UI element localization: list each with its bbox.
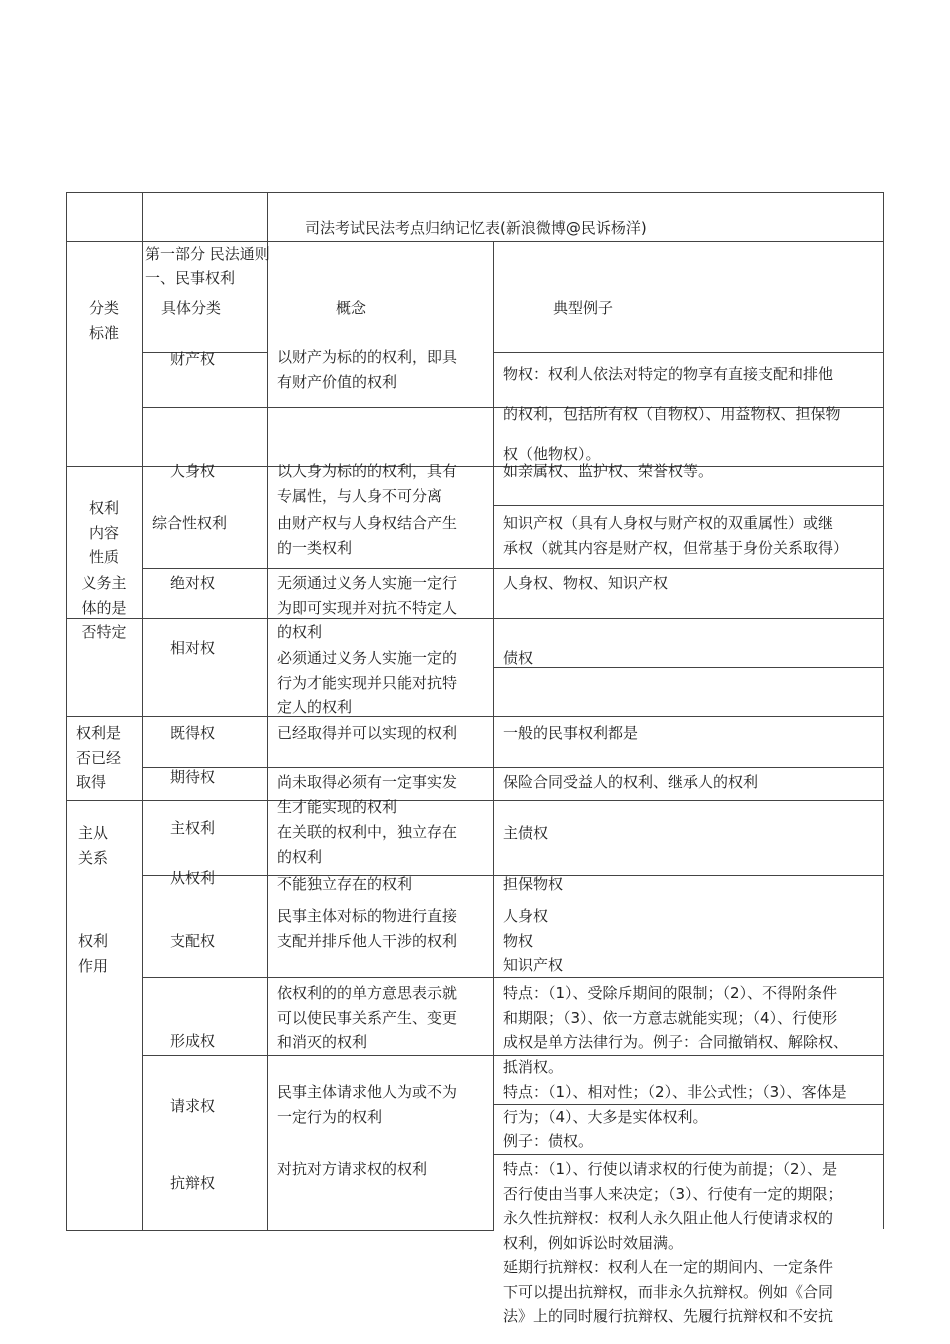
category-label: 抗辩权 — [170, 1174, 216, 1192]
section-heading: 一、民事权利 — [145, 269, 236, 287]
part-heading: 第一部分 民法通则 — [145, 245, 270, 263]
column-divider — [267, 192, 268, 1231]
example-text: 债权 — [503, 649, 534, 667]
category-label: 请求权 — [170, 1097, 216, 1115]
example-text: 人身权、物权、知识产权 — [503, 574, 669, 592]
example-text: 担保物权 — [503, 875, 564, 893]
concept-text: 以人身为标的的权利，具有 专属性，与人身不可分离 — [277, 462, 458, 505]
concept-text: 已经取得并可以实现的权利 — [277, 724, 458, 742]
example-text: 主债权 — [503, 824, 549, 842]
example-text: 人身权 物权 知识产权 — [503, 907, 564, 974]
example-text: 知识产权（具有人身权与财产权的双重属性）或继 承权（就其内容是财产权，但常基于身份关系取得） — [503, 514, 849, 557]
example-text: 特点：（1）、相对性；（2）、非公式性；（3）、客体是 行为；（4）、大多是实体权利。 例子：债权。 — [503, 1083, 847, 1150]
example-text: 特点：（1）、行使以请求权的行使为前提；（2）、是 否行使由当事人来决定；（3）、行使有一定的期限； 永久性抗辩权：权利人永久阻止他人行使请求权的 权利，例如诉讼时效届满。 延期行抗辩权：权利人在一定的期间内、一定条件 下可以提出抗辩权，而非永久抗辩权。例如《合同 法》上的同时履行抗辩权、先履行抗辩权和不安抗 — [503, 1160, 843, 1325]
example-text: 物权：权利人依法对特定的物享有直接支配和排他 的权利，包括所有权（自物权）、用益物权、担保物 权（他物权）。 — [503, 365, 841, 463]
concept-text: 对抗对方请求权的权利 — [277, 1160, 428, 1178]
example-text: 如亲属权、监护权、荣誉权等。 — [503, 462, 714, 480]
category-label: 绝对权 — [170, 574, 216, 592]
table-border-left — [66, 192, 67, 1231]
concept-text: 以财产为标的的权利，即具 有财产价值的权利 — [277, 348, 458, 391]
group-label: 权利是 否已经 取得 — [76, 724, 122, 791]
category-label: 人身权 — [170, 462, 216, 480]
category-label: 财产权 — [170, 350, 216, 368]
table-border-right — [883, 192, 884, 1229]
concept-text: 由财产权与人身权结合产生 的一类权利 — [277, 514, 458, 557]
column-divider — [142, 192, 143, 1231]
category-label: 期待权 — [170, 768, 216, 786]
category-label: 相对权 — [170, 639, 216, 657]
table-border-bottom — [66, 1230, 494, 1231]
concept-text: 无须通过义务人实施一定行 为即可实现并对抗不特定人 的权利 — [277, 574, 458, 641]
concept-text: 民事主体请求他人为或不为 一定行为的权利 — [277, 1083, 458, 1126]
category-label: 从权利 — [170, 869, 216, 887]
row-divider — [66, 800, 884, 801]
concept-text: 尚未取得必须有一定事实发 生才能实现的权利 — [277, 773, 458, 816]
table-border-top — [66, 192, 884, 193]
concept-text: 必须通过义务人实施一定的 行为才能实现并只能对抗特 定人的权利 — [277, 649, 458, 716]
row-divider — [142, 568, 884, 569]
example-text: 特点：（1）、受除斥期间的限制；（2）、不得附条件 和期限；（3）、依一方意志就能实现；（4）、行使形 成权是单方法律行为。例子：合同撤销权、解除权、 抵消权。 — [503, 984, 849, 1076]
category-label: 形成权 — [170, 1032, 216, 1050]
column-divider — [493, 241, 494, 1231]
row-divider — [493, 505, 884, 506]
group-label: 权利 内容 性质 — [88, 499, 119, 566]
category-label: 支配权 — [170, 932, 216, 950]
row-divider — [66, 618, 884, 619]
row-divider — [142, 767, 884, 768]
document-title: 司法考试民法考点归纳记忆表(新浪微博@民诉杨洋) — [305, 219, 647, 237]
category-label: 综合性权利 — [152, 514, 228, 532]
concept-text: 不能独立存在的权利 — [277, 875, 413, 893]
group-label: 义务主 体的是 否特定 — [81, 574, 127, 641]
row-divider — [66, 716, 884, 717]
category-label: 既得权 — [170, 724, 216, 742]
category-label: 主权利 — [170, 819, 216, 837]
group-label: 主从 关系 — [78, 824, 109, 867]
example-text: 一般的民事权利都是 — [503, 724, 639, 742]
group-label: 分类 标准 — [88, 299, 119, 342]
header-category: 具体分类 — [161, 299, 222, 317]
group-label: 权利 作用 — [78, 932, 109, 975]
row-divider — [493, 1154, 884, 1155]
concept-text: 依权利的的单方意思表示就 可以使民事关系产生、变更 和消灭的权利 — [277, 984, 458, 1051]
example-text: 保险合同受益人的权利、继承人的权利 — [503, 773, 759, 791]
row-divider — [493, 352, 884, 353]
row-divider — [493, 667, 884, 668]
concept-text: 在关联的权利中，独立存在 的权利 — [277, 823, 458, 866]
header-concept: 概念 — [336, 299, 367, 317]
concept-text: 民事主体对标的物进行直接 支配并排斥他人干涉的权利 — [277, 907, 458, 950]
header-example: 典型例子 — [553, 299, 614, 317]
